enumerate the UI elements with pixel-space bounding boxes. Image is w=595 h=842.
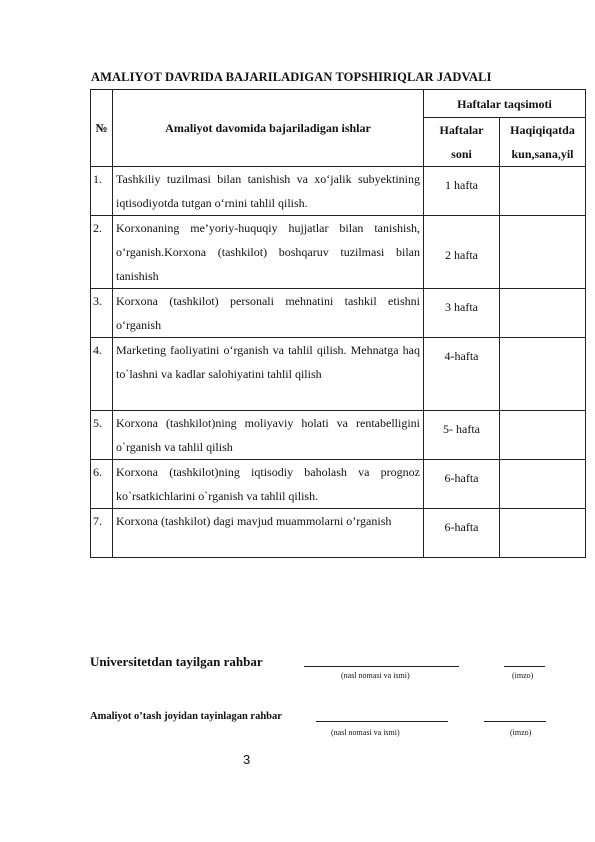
header-weeks-count (424, 118, 500, 167)
header-weeks-group: Haftalar taqsimoti (424, 90, 586, 118)
practice-signature-line (484, 721, 546, 722)
row-actual (500, 167, 586, 216)
row-task: Marketing faoliyatini o‘rganish va tahlil qilish. Mehnatga haq to`lashni va kadlar salohiyatini tahlil qilish (113, 338, 424, 411)
document-title: AMALIYOT DAVRIDA BAJARILADIGAN TOPSHIRIQLAR JADVALI (91, 70, 492, 84)
row-task: Korxona (tashkilot)ning iqtisodiy baholash va prognoz ko`rsatkichlarini o`rganish va tahlil qilish. (113, 460, 424, 509)
row-weeks: 3 hafta (424, 289, 500, 338)
row-weeks: 6-hafta (424, 509, 500, 558)
university-signature-caption: (imzo) (512, 671, 534, 680)
header-weeks-count-line1: Haftalar (439, 123, 484, 137)
row-weeks: 1 hafta (424, 167, 500, 216)
university-supervisor-label: Universitetdan tayilgan rahbar (90, 654, 263, 669)
table-row (91, 167, 586, 216)
table-row (91, 338, 586, 411)
row-actual (500, 289, 586, 338)
header-actual-line1: Haqiqiqatda (510, 123, 575, 137)
row-weeks: 4-hafta (424, 338, 500, 411)
university-signature-line (504, 666, 545, 667)
row-actual (500, 411, 586, 460)
tasks-table (90, 89, 586, 558)
table-row (91, 289, 586, 338)
row-actual (500, 338, 586, 411)
row-number: 4. (91, 338, 113, 411)
row-number: 7. (91, 509, 113, 558)
practice-name-caption: (nasl nomasi va ismi) (331, 728, 400, 737)
row-actual (500, 509, 586, 558)
table-row (91, 509, 586, 558)
row-number: 6. (91, 460, 113, 509)
practice-signature-caption: (imzo) (510, 728, 532, 737)
row-weeks: 6-hafta (424, 460, 500, 509)
row-weeks: 5- hafta (424, 411, 500, 460)
table-row (91, 460, 586, 509)
row-task: Tashkiliy tuzilmasi bilan tanishish va xo‘jalik subyektining iqtisodiyotda tutgan o‘rnini tahlil qilish. (113, 167, 424, 216)
row-task: Korxona (tashkilot)ning moliyaviy holati va rentabelligini o`rganish va tahlil qilish (113, 411, 424, 460)
row-weeks: 2 hafta (424, 216, 500, 289)
row-task: Korxona (tashkilot) personali mehnatini tashkil etishni o‘rganish (113, 289, 424, 338)
row-actual (500, 460, 586, 509)
header-number: № (91, 90, 113, 167)
university-name-caption: (nasl nomasi va ismi) (341, 671, 410, 680)
header-task: Amaliyot davomida bajariladigan ishlar (113, 90, 424, 167)
row-number: 3. (91, 289, 113, 338)
row-actual (500, 216, 586, 289)
header-actual-line2: kun,sana,yil (511, 147, 574, 161)
university-name-line (304, 666, 459, 667)
header-actual (500, 118, 586, 167)
row-task: Korxona (tashkilot) dagi mavjud muammolarni o’rganish (113, 509, 424, 558)
row-task: Korxonaning me’yoriy-huquqiy hujjatlar bilan tanishish, o’rganish.Korxona (tashkilot) boshqaruv tuzilmasi bilan tanishish (113, 216, 424, 289)
row-number: 1. (91, 167, 113, 216)
practice-supervisor-label: Amaliyot o’tash joyidan tayinlagan rahbar (90, 711, 282, 722)
row-number: 5. (91, 411, 113, 460)
table-row (91, 411, 586, 460)
header-weeks-count-line2: soni (451, 147, 472, 161)
practice-name-line (316, 721, 448, 722)
page-number: 3 (243, 752, 251, 767)
row-number: 2. (91, 216, 113, 289)
table-row (91, 216, 586, 289)
